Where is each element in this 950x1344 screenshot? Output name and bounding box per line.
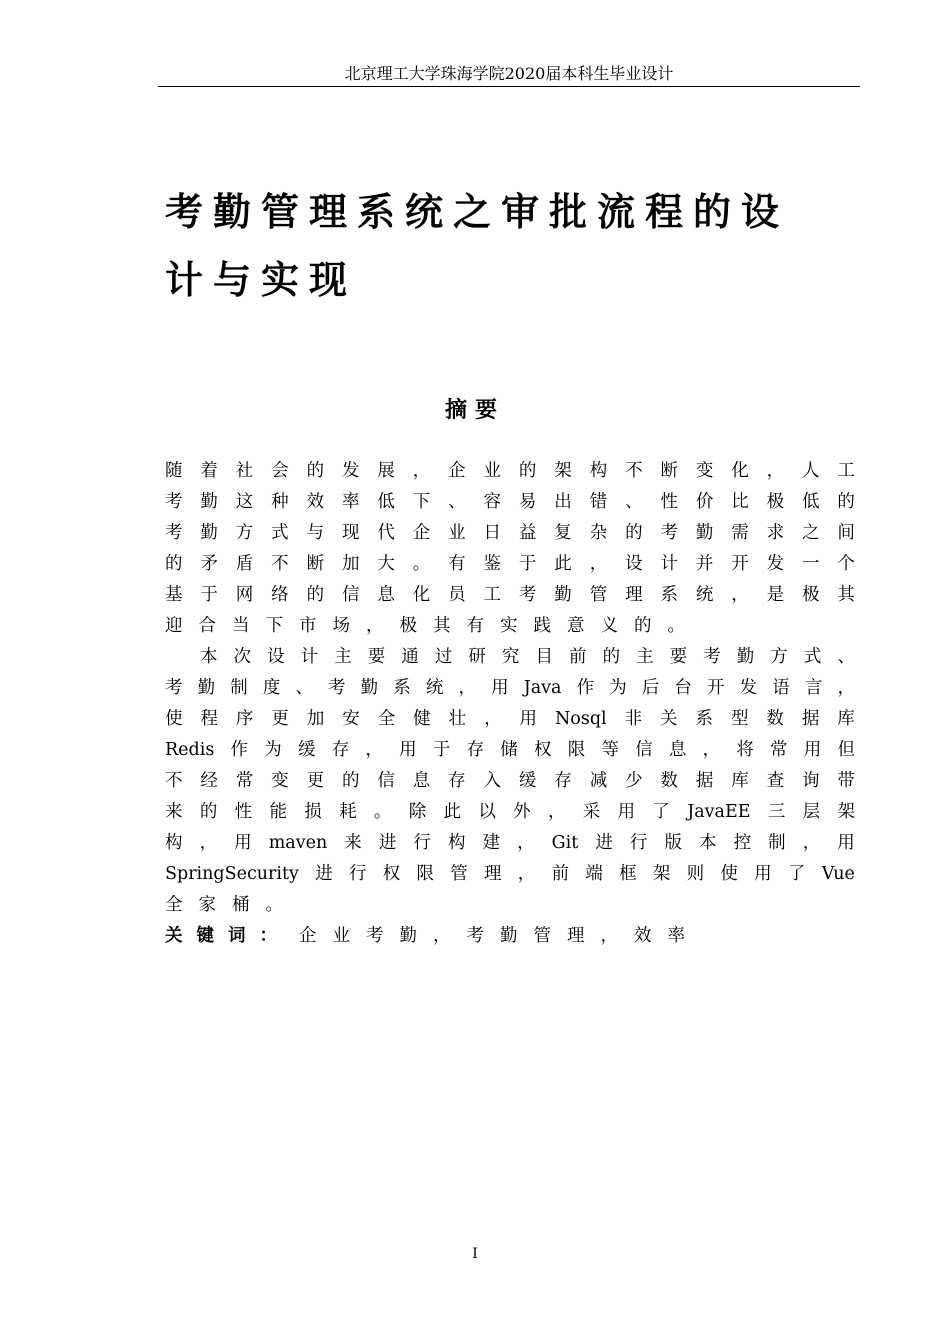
keywords-text: 企业考勤，考勤管理，效率 [299, 926, 701, 946]
running-header [158, 62, 860, 87]
abstract-heading: 摘要 [444, 398, 505, 423]
abstract-line: 随 着 社 会 的 发 展 ， 企 业 的 架 构 不 断 变 化 ， 人 工 [165, 461, 855, 481]
abstract-line: 考 勤 这 种 效 率 低 下 、 容 易 出 错 、 性 价 比 极 低 的 [165, 492, 855, 512]
keywords-label: 关键词： [165, 926, 291, 946]
abstract-line: SpringSecurity 进 行 权 限 管 理 ， 前 端 框 架 则 使 用 了 Vue [165, 864, 855, 884]
abstract-body [165, 456, 855, 952]
abstract-line: 考 勤 制 度 、 考 勤 系 统 ， 用 Java 作 为 后 台 开 发 语 言 ， [165, 678, 855, 698]
abstract-line: Redis 作 为 缓 存 ， 用 于 存 储 权 限 等 信 息 ， 将 常 用 但 [165, 740, 855, 760]
abstract-line: 使 程 序 更 加 安 全 健 壮 ， 用 Nosql 非 关 系 型 数 据 库 [165, 709, 855, 729]
thesis-title-line-1: 考勤管理系统之审批流程的设 [165, 190, 790, 234]
abstract-line: 基 于 网 络 的 信 息 化 员 工 考 勤 管 理 系 统 ， 是 极 其 [165, 585, 855, 605]
thesis-title [165, 178, 855, 314]
abstract-line: 来 的 性 能 损 耗 。 除 此 以 外 ， 采 用 了 JavaEE 三 层 架 [165, 802, 855, 822]
abstract-line: 不 经 常 变 更 的 信 息 存 入 缓 存 减 少 数 据 库 查 询 带 [165, 771, 855, 791]
abstract-line: 迎 合 当 下 市 场 ， 极 其 有 实 践 意 义 的 。 [165, 616, 685, 636]
thesis-title-line-2: 计与实现 [165, 258, 358, 302]
abstract-line: 的 矛 盾 不 断 加 大 。 有 鉴 于 此 ， 设 计 并 开 发 一 个 [165, 554, 855, 574]
page-number: I [472, 1246, 478, 1262]
abstract-text [165, 456, 855, 921]
abstract-line: 全 家 桶 。 [165, 895, 283, 915]
running-header-text: 北京理工大学珠海学院2020届本科生毕业设计 [344, 64, 674, 83]
abstract-line: 本 次 设 计 主 要 通 过 研 究 目 前 的 主 要 考 勤 方 式 、 [200, 647, 855, 667]
abstract-line: 考 勤 方 式 与 现 代 企 业 日 益 复 杂 的 考 勤 需 求 之 间 [165, 523, 855, 543]
abstract-line: 构 ， 用 maven 来 进 行 构 建 ， Git 进 行 版 本 控 制 ， 用 [165, 833, 855, 853]
keywords-line [165, 921, 855, 952]
